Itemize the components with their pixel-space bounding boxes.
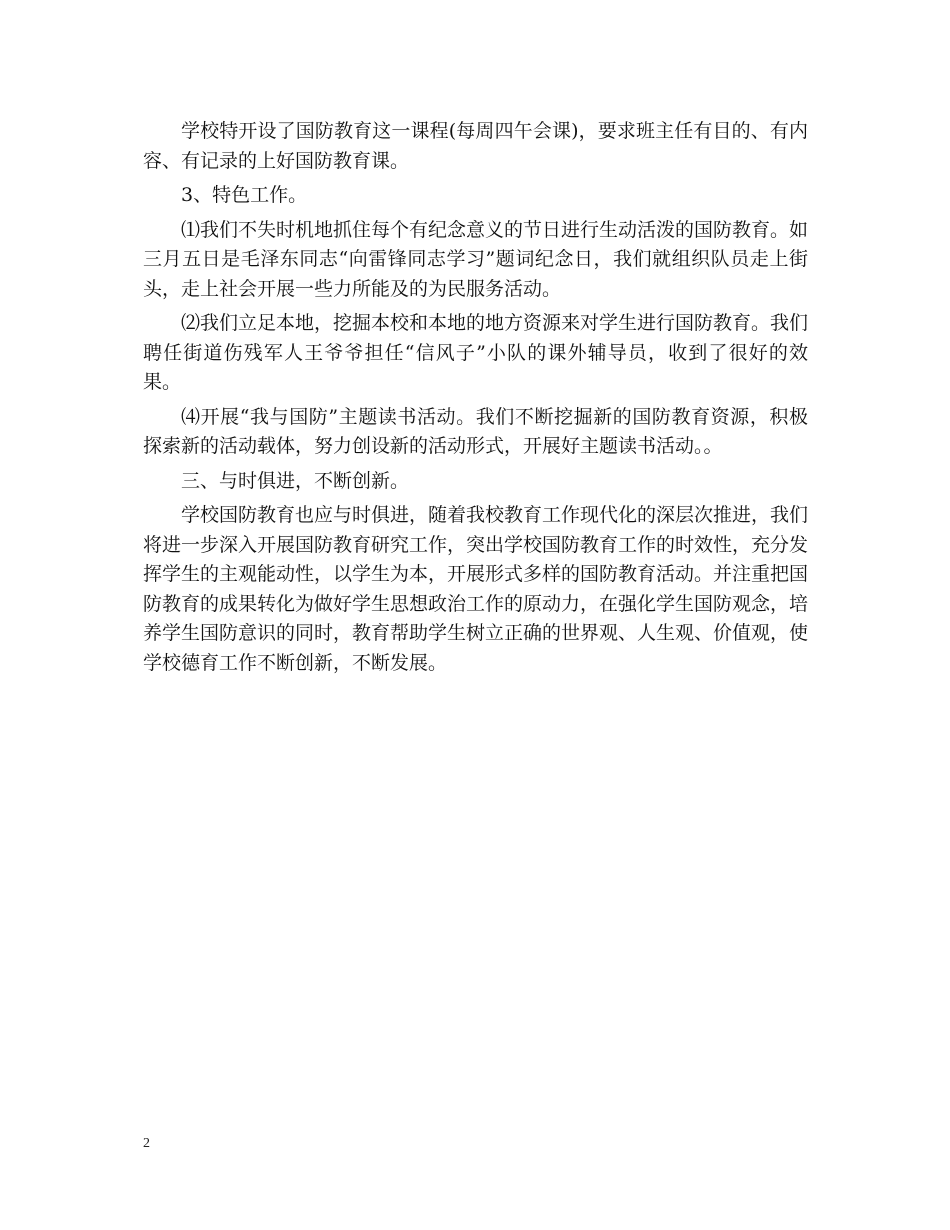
paragraph-course-setup: 学校特开设了国防教育这一课程(每周四午会课)，要求班主任有目的、有内容、有记录的上好国防教育课。 [143, 120, 808, 172]
page-number: 2 [143, 1136, 150, 1151]
section-heading-innovation: 三、与时俱进，不断创新。 [181, 469, 410, 492]
paragraph-conclusion: 学校国防教育也应与时俱进，随着我校教育工作现代化的深层次推进，我们将进一步深入开展国防教育研究工作，突出学校国防教育工作的时效性，充分发挥学生的主观能动性，以学生为本，开展形式多样的国防教育活动。并注重把国防教育的成果转化为做好学生思想政治工作的原动力，在强化学生国防观念，培养学生国防意识的同时，教育帮助学生树立正确的世界观、人生观、价值观，使学校德育工作不断创新，不断发展。 [143, 504, 809, 674]
paragraph-local-resources: ⑵我们立足本地，挖掘本校和本地的地方资源来对学生进行国防教育。我们聘任街道伤残军人王爷爷担任“信风子”小队的课外辅导员，收到了很好的效果。 [143, 312, 809, 393]
document-body [143, 117, 808, 678]
paragraph-festival-education: ⑴我们不失时机地抓住每个有纪念意义的节日进行生动活泼的国防教育。如三月五日是毛泽东同志“向雷锋同志学习”题词纪念日，我们就组织队员走上街头，走上社会开展一些力所能及的为民服务活动。 [143, 218, 809, 300]
section-heading-special-work: 3、特色工作。 [181, 184, 308, 206]
paragraph-reading-activity: ⑷开展“我与国防”主题读书活动。我们不断挖掘新的国防教育资源，积极探索新的活动载体，努力创设新的活动形式，开展好主题读书活动。。 [143, 405, 808, 457]
